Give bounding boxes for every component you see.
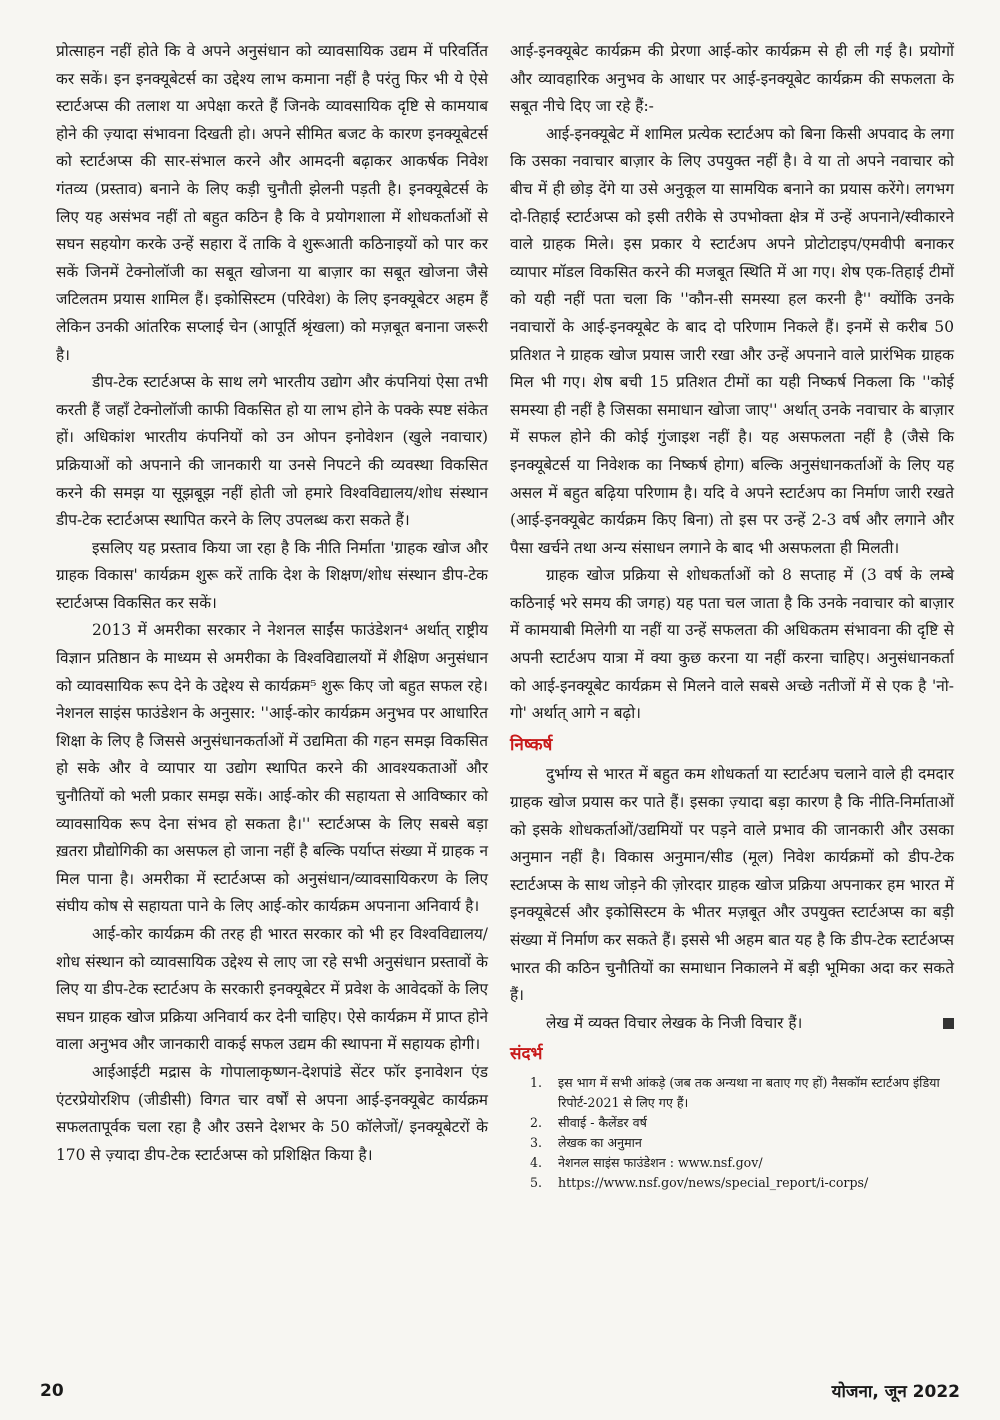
end-mark-icon xyxy=(943,1018,954,1029)
references-list xyxy=(510,1073,954,1193)
closing-note-text: लेख में व्यक्त विचार लेखक के निजी विचार हैं। xyxy=(546,1013,803,1032)
reference-item: 3. लेखक का अनुमान xyxy=(546,1133,954,1153)
paragraph: इसलिए यह प्रस्ताव किया जा रहा है कि नीति निर्माता 'ग्राहक खोज और ग्राहक विकास' कार्यक्रम शुरू करें ताकि देश के शिक्षण/शोध संस्थान डीप-टेक स्टार्टअप्स विकसित कर सकें। xyxy=(56,538,488,612)
references-heading: संदर्भ xyxy=(510,1044,543,1065)
paragraph: आई-कोर कार्यक्रम की तरह ही भारत सरकार को भी हर विश्वविद्यालय/शोध संस्थान को व्यावसायिक उद्देश्य से लाए जा रहे सभी अनुसंधान प्रस्तावों के लिए या डीप-टेक स्टार्टअप के सरकारी इनक्यूबेटर में प्रवेश के आवेदकों के लिए सघन ग्राहक खोज प्रक्रिया अनिवार्य कर देनी चाहिए। ऐसे कार्यक्रम में प्राप्त होने वाला अनुभव और जानकारी वाकई सफल उद्यम की स्थापना में सहायक होगी। xyxy=(56,925,488,1054)
magazine-footer: योजना, जून 2022 xyxy=(831,1382,960,1402)
reference-item: 2. सीवाई - कैलेंडर वर्ष xyxy=(546,1113,954,1133)
left-column xyxy=(56,38,488,1169)
page-number: 20 xyxy=(40,1381,64,1401)
reference-item: 4. नेशनल साइंस फाउंडेशन : www.nsf.gov/ xyxy=(546,1153,954,1173)
paragraph: आई-इनक्यूबेट में शामिल प्रत्येक स्टार्टअप को बिना किसी अपवाद के लगा कि उसका नवाचार बाज़ार के लिए उपयुक्त नहीं है। वे या तो अपने नवाचार को बीच में ही छोड़ देंगे या उसे अनुकूल या सामयिक बनाने का प्रयास करेंगे। लगभग दो-तिहाई स्टार्टअप्स को इसी तरीके से उपभोक्ता क्षेत्र में उन्हें अपनाने/स्वीकारने वाले ग्राहक मिले। इस प्रकार ये स्टार्टअप अपने प्रोटोटाइप/एमवीपी बनाकर व्यापार मॉडल विकसित करने की मजबूत स्थिति में आ गए। शेष एक-तिहाई टीमों को यही नहीं पता चला कि ''कौन-सी समस्या हल करनी है'' क्योंकि उनके नवाचारों के आई-इनक्यूबेट के बाद दो परिणाम निकले हैं। इनमें से करीब 50 प्रतिशत ने ग्राहक खोज प्रयास जारी रखा और उन्हें अपनाने वाले प्रारंभिक ग्राहक मिल भी गए। शेष बची 15 प्रतिशत टीमों का यही निष्कर्ष निकला कि ''कोई समस्या ही नहीं है जिसका समाधान खोजा जाए'' अर्थात् उनके नवाचार के बाज़ार में सफल होने की कोई गुंजाइश नहीं है। यह असफलता नहीं है (जैसे कि इनक्यूबेटर्स या निवेशक का निष्कर्ष होगा) बल्कि अनुसंधानकर्ताओं के लिए यह असल में बहुत बढ़िया परिणाम है। यदि वे अपने स्टार्टअप का निर्माण जारी रखते (आई-इनक्यूबेट कार्यक्रम किए बिना) तो इस पर उन्हें 2-3 वर्ष और लगाने और पैसा खर्चने तथा अन्य संसाधन लगाने के बाद भी असफलता ही मिलती। xyxy=(510,124,954,557)
conclusion-heading: निष्कर्ष xyxy=(510,734,553,755)
paragraph: प्रोत्साहन नहीं होते कि वे अपने अनुसंधान को व्यावसायिक उद्यम में परिवर्तित कर सकें। इन इनक्यूबेटर्स का उद्देश्य लाभ कमाना नहीं है परंतु फिर भी ये ऐसे स्टार्टअप्स की तलाश या अपेक्षा करते हैं जिनके व्यावसायिक दृष्टि से कामयाब होने की ज़्यादा संभावना दिखती हो। अपने सीमित बजट के कारण इनक्यूबेटर्स को स्टार्टअप्स की सार-संभाल करने और आमदनी बढ़ाकर आकर्षक निवेश गंतव्य (प्रस्ताव) बनाने के लिए कड़ी चुनौती झेलनी पड़ती है। इनक्यूबेटर्स के लिए यह असंभव नहीं तो बहुत कठिन है कि वे प्रयोगशाला में शोधकर्ताओं से सघन सहयोग करके उन्हें सहारा दें ताकि वे शुरूआती कठिनाइयों को पार कर सकें जिनमें टेक्नोलॉजी का सबूत खोजना या बाज़ार का सबूत खोजना जैसे जटिलतम प्रयास शामिल हैं। इकोसिस्टम (परिवेश) के लिए इनक्यूबेटर अहम हैं लेकिन उनकी आंतरिक सप्लाई चेन (आपूर्ति श्रृंखला) को मज़बूत बनाना जरूरी है। xyxy=(56,42,488,364)
paragraph: 2013 में अमरीका सरकार ने नेशनल साईंस फाउंडेशन⁴ अर्थात् राष्ट्रीय विज्ञान प्रतिष्ठान के माध्यम से अमरीका के विश्वविद्यालयों में शैक्षिण अनुसंधान को व्यावसायिक रूप देने के उद्देश्य से कार्यक्रम⁵ शुरू किए जो बहुत सफल रहे। नेशनल साइंस फाउंडेशन के अनुसार: ''आई-कोर कार्यक्रम अनुभव पर आधारित शिक्षा के लिए है जिससे अनुसंधानकर्ताओं में उद्यमिता की गहन समझ विकसित हो सके और वे व्यापार या उद्योग स्थापित करने की आवश्यकताओं और चुनौतियों को भली प्रकार समझ सकें। आई-कोर की सहायता से आविष्कार को व्यावसायिक रूप देना संभव हो सकता है।'' स्टार्टअप्स के लिए सबसे बड़ा ख़तरा प्रौद्योगिकी का असफल हो जाना नहीं है बल्कि पर्याप्त संख्या में ग्राहक न मिल पाना है। अमरीका में स्टार्टअप्स को अनुसंधान/व्यावसायिकरण के लिए संघीय कोष से सहायता पाने के लिए आई-कोर कार्यक्रम अपनाना अनिवार्य है। xyxy=(56,621,488,916)
reference-item: 1. इस भाग में सभी आंकड़े (जब तक अन्यथा ना बताए गए हों) नैसकॉम स्टार्टअप इंडिया रिपोर्ट-2021 से लिए गए हैं। xyxy=(546,1073,954,1113)
paragraph: आईआईटी मद्रास के गोपालाकृष्णन-देशपांडे सेंटर फॉर इनावेशन एंड एंटरप्रेयोरशिप (जीडीसी) विगत चार वर्षों से अपना आई-इनक्यूबेट कार्यक्रम सफलतापूर्वक चला रहा है और उसने देशभर के 50 कॉलेजों/ इनक्यूबेटरों के 170 से ज़्यादा डीप-टेक स्टार्टअप्स को प्रशिक्षित किया है। xyxy=(56,1062,488,1164)
closing-note xyxy=(510,1010,954,1038)
paragraph: ग्राहक खोज प्रक्रिया से शोधकर्ताओं को 8 सप्ताह में (3 वर्ष के लम्बे कठिनाई भरे समय की जगह) यह पता चल जाता है कि उनके नवाचार को बाज़ार में कामयाबी मिलेगी या नहीं या उन्हें सफलता की अधिकतम संभावना की दृष्टि से अपनी स्टार्टअप यात्रा में क्या कुछ करना या नहीं करना चाहिए। अनुसंधानकर्ता को आई-इनक्यूबेट कार्यक्रम से मिलने वाले सबसे अच्छे नतीजों में से एक है 'नो-गो' अर्थात् आगे न बढ़ो। xyxy=(510,566,954,723)
paragraph: डीप-टेक स्टार्टअप्स के साथ लगे भारतीय उद्योग और कंपनियां ऐसा तभी करती हैं जहाँ टेक्नोलॉजी काफी विकसित हो या लाभ होने के पक्के स्पष्ट संकेत हों। अधिकांश भारतीय कंपनियों को उन ओपन इनोवेशन (खुले नवाचार) प्रक्रियाओं को अपनाने की जानकारी या उनसे निपटने की व्यवस्था विकसित करने की समझ या सूझबूझ नहीं होती जो हमारे विश्वविद्यालय/शोध संस्थान डीप-टेक स्टार्टअप्स स्थापित करने के लिए उपलब्ध करा सकते हैं। xyxy=(56,373,488,530)
right-column xyxy=(510,38,954,1193)
paragraph: आई-इनक्यूबेट कार्यक्रम की प्रेरणा आई-कोर कार्यक्रम से ही ली गई है। प्रयोगों और व्यावहारिक अनुभव के आधार पर आई-इनक्यूबेट कार्यक्रम की सफलता के सबूत नीचे दिए जा रहे हैं:- xyxy=(510,42,954,116)
reference-item: 5. https://www.nsf.gov/news/special_report/i-corps/ xyxy=(546,1173,954,1193)
paragraph: दुर्भाग्य से भारत में बहुत कम शोधकर्ता या स्टार्टअप चलाने वाले ही दमदार ग्राहक खोज प्रयास कर पाते हैं। इसका ज़्यादा बड़ा कारण है कि नीति-निर्माताओं को इसके शोधकर्ताओं/उद्यमियों पर पड़ने वाले प्रभाव की जानकारी और उसका अनुमान नहीं है। विकास अनुमान/सीड (मूल) निवेश कार्यक्रमों को डीप-टेक स्टार्टअप्स के साथ जोड़ने की ज़ोरदार ग्राहक खोज प्रक्रिया अपनाकर हम भारत में इनक्यूबेटर्स और इकोसिस्टम के भीतर मज़बूत और उपयुक्त स्टार्टअप्स का बड़ी संख्या में निर्माण कर सकते हैं। इससे भी अहम बात यह है कि डीप-टेक स्टार्टअप्स भारत की कठिन चुनौतियों का समाधान निकालने में बड़ी भूमिका अदा कर सकते हैं। xyxy=(510,765,954,1005)
